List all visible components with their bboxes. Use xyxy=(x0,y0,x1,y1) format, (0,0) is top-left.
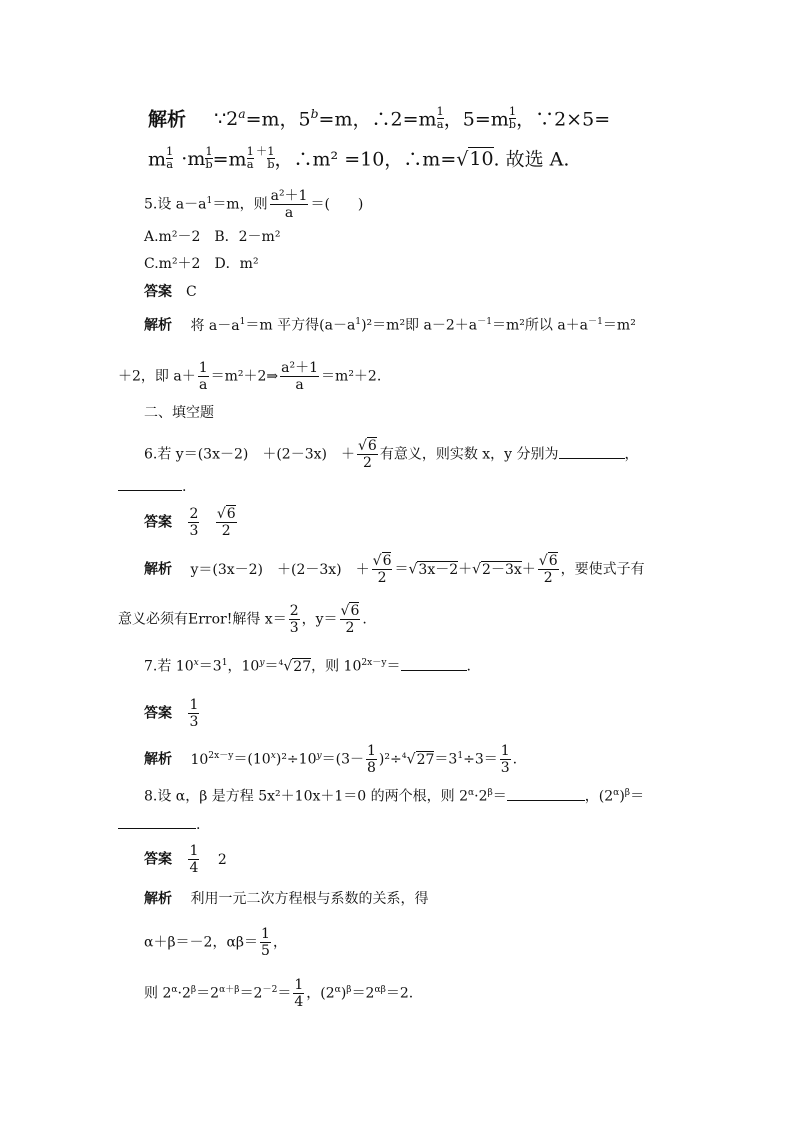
q5-answer: 答案 C xyxy=(144,284,197,300)
q5-solution-2: ＋2，即 a＋ $\frac{1}{a}$ ＝m²＋2⇒ $\frac{\text{a²＋1}}{a}$ ＝m²＋2. xyxy=(118,360,382,394)
q8-solution-2: α＋β＝－2，αβ＝ $\frac{1}{5}$ ， xyxy=(144,926,287,960)
answer-label: 答案 xyxy=(144,705,172,722)
solution-label: 解析 xyxy=(148,108,187,131)
q8-blank-1[interactable] xyxy=(507,800,585,801)
q5-options-2: C.m²＋2 D．m² xyxy=(144,256,259,272)
q8-blank-2[interactable] xyxy=(118,828,196,829)
answer-label: 答案 xyxy=(144,514,172,531)
q5-stem: 5.设 $a-a^1=m$，则 $\frac{\text{a²＋1}}{a}$ ＝( ) xyxy=(144,188,364,222)
answer-label: 答案 xyxy=(144,851,172,868)
q6-stem-cont: . xyxy=(118,480,186,494)
answer-label: 答案 xyxy=(144,284,172,300)
q8-solution-3: 则 $2^\alpha\cdot 2^\beta=2^{\alpha+\beta}=2^{-2}=$ $\frac{1}{4}$ ，$(2^\alpha)^\beta=2^{\alpha\beta}=2$. xyxy=(144,977,414,1011)
q6-blank-2[interactable] xyxy=(118,490,182,491)
q8-answer: 答案 $\frac{1}{4}$ 2 xyxy=(144,843,227,877)
q4-solution-line2: m $\frac{1}{a}$ ·m $\frac{1}{b}$ =m $\frac{1}{a}$ ＋ $\frac{1}{b}$ ，∴m² =10，∴m=√10. 故选 A. xyxy=(148,144,570,171)
solution-label: 解析 xyxy=(144,561,172,578)
q8-solution-1: 解析 利用一元二次方程根与系数的关系，得 xyxy=(144,891,429,907)
q5-options-1: A.m²－2 B．2－m² xyxy=(144,229,281,245)
q4-solution-line1: 解析 $\because 2^a=m$，$5^b=m$，∴2=m $\frac{1}{a}$ ，5=m $\frac{1}{b}$ ，∵2×5= xyxy=(148,104,611,131)
section-title: 二、填空题 xyxy=(144,405,214,421)
q7-answer: 答案 $\frac{1}{3}$ xyxy=(144,697,199,731)
q6-blank-1[interactable] xyxy=(559,458,625,459)
q6-solution-1: 解析 y＝(3x－2) ＋(2－3x) ＋ $\frac{√6}{2}$ ＝√3x－2＋√2－3x＋ $\frac{√6}{2}$ ，要使式子有 xyxy=(144,553,645,587)
solution-label: 解析 xyxy=(144,317,172,334)
q6-solution-2: 意义必须有Error!解得 x＝ $\frac{2}{3}$ ，y＝ $\frac{√6}{2}$ . xyxy=(118,603,367,637)
q5-fraction: $\frac{\text{a²＋1}}{a}$ xyxy=(270,188,308,222)
q7-stem: 7.若 $10^x=3^1$，$10^y=^4√27$，则 $10^{2x-y}=$ . xyxy=(144,658,471,675)
solution-label: 解析 xyxy=(144,751,172,768)
q7-solution: 解析 $10^{2x-y}=(10^x)^2\div 10^y=(3-$ $\frac{1}{8}$ )$^2\div^4√27=3^1\div 3=$ $\frac{1}{3}$ . xyxy=(144,743,518,777)
q6-answer: 答案 $\frac{2}{3}$ $\frac{√6}{2}$ xyxy=(144,506,236,540)
q5-solution-1: 解析 将 $a-a^1=m$ 平方得$(a-a^1)^2=m^2$即 $a-2+a^{-1}=m^2$所以 $a+a^{-1}=m^2$ xyxy=(144,317,636,334)
q8-stem: 8.设 α，β 是方程 5x²＋10x＋1＝0 的两个根，则 $2^\alpha\cdot 2^\beta=$ ，$(2^\alpha)^\beta=$ xyxy=(144,788,645,805)
q7-blank[interactable] xyxy=(401,670,467,671)
q8-stem-cont: . xyxy=(118,818,200,832)
solution-label: 解析 xyxy=(144,891,172,907)
q6-stem: 6.若 y＝(3x－2) ＋(2－3x) ＋ $\frac{√6}{2}$ 有意义，则实数 x，y 分别为 ， xyxy=(144,438,639,472)
